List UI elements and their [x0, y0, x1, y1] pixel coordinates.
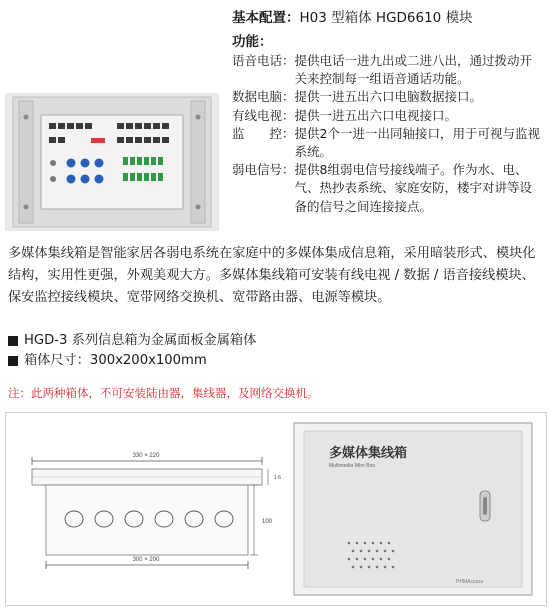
function-item-data	[232, 88, 544, 106]
bullet-text: HGD-3 系列信息箱为金属面板金属箱体	[24, 333, 257, 348]
spec-label: 基本配置：	[232, 10, 300, 26]
function-item-text: 提供一进五出六口电脑数据接口。	[294, 89, 483, 105]
bullet-text: 箱体尺寸：300x200x100mm	[24, 353, 207, 368]
function-item-monitor	[232, 125, 544, 161]
panel-module-photo	[5, 93, 219, 231]
technical-drawing	[6, 413, 546, 605]
function-title: 功能：	[232, 34, 273, 50]
spec-heading	[232, 6, 473, 26]
function-item-voice	[232, 52, 544, 88]
function-item-label: 语音电话：	[232, 53, 295, 68]
bullet-item	[8, 351, 540, 371]
function-item-weak-signal	[232, 161, 544, 216]
function-item-tv	[232, 107, 544, 125]
side-dimension-label: 1.6	[274, 475, 281, 481]
function-item-text: 提供一进五出六口电视接口。	[294, 107, 458, 123]
function-item-text: 提供8组弱电信号接线端子。作为水、电、气、热抄表系统、家庭安防，楼宇对讲等设备的信号之间连接接点。	[294, 162, 533, 214]
height-dimension-label: 100	[262, 519, 273, 525]
function-item-label: 监 控：	[232, 125, 295, 141]
bottom-dimension-label: 300 × 200	[132, 557, 160, 563]
drawing-panel	[5, 412, 547, 606]
box-title-label: 多媒体集线箱	[329, 446, 408, 461]
box-brand-label: PHMAccess	[456, 579, 484, 585]
spec-value: H03 型箱体 HGD6610 模块	[299, 10, 473, 26]
square-bullet-icon	[8, 336, 18, 346]
warning-note: 注：此两种箱体，不可安装陆由器，集线器，及网络交换机。	[8, 386, 319, 400]
description-paragraph: 多媒体集线箱是智能家居各弱电系统在家庭中的多媒体集成信息箱，采用暗装形式、模块化结构，实用性更强，外观美观大方。多媒体集线箱可安装有线电视 / 数据 / 语音接线模块、保安监控接线模块、宽带网络交换机、宽带路由器、电源等模块。	[8, 246, 536, 305]
top-dimension-label: 330 × 220	[132, 453, 160, 459]
square-bullet-icon	[8, 356, 18, 366]
function-item-text: 提供电话一进九出或二进八出，通过拨动开关来控制每一组语音通话功能。	[294, 53, 533, 87]
bullet-list	[8, 331, 540, 371]
function-item-text: 提供2个一进一出同轴接口，用于可视与监视系统。	[294, 125, 540, 160]
function-item-label: 有线电视：	[232, 107, 295, 123]
box-subtitle-label: Multimedia Wire Box	[329, 463, 375, 469]
bullet-item	[8, 331, 540, 351]
function-item-label: 弱电信号：	[232, 162, 295, 178]
function-item-label: 数据电脑：	[232, 89, 295, 105]
function-list	[232, 52, 544, 216]
